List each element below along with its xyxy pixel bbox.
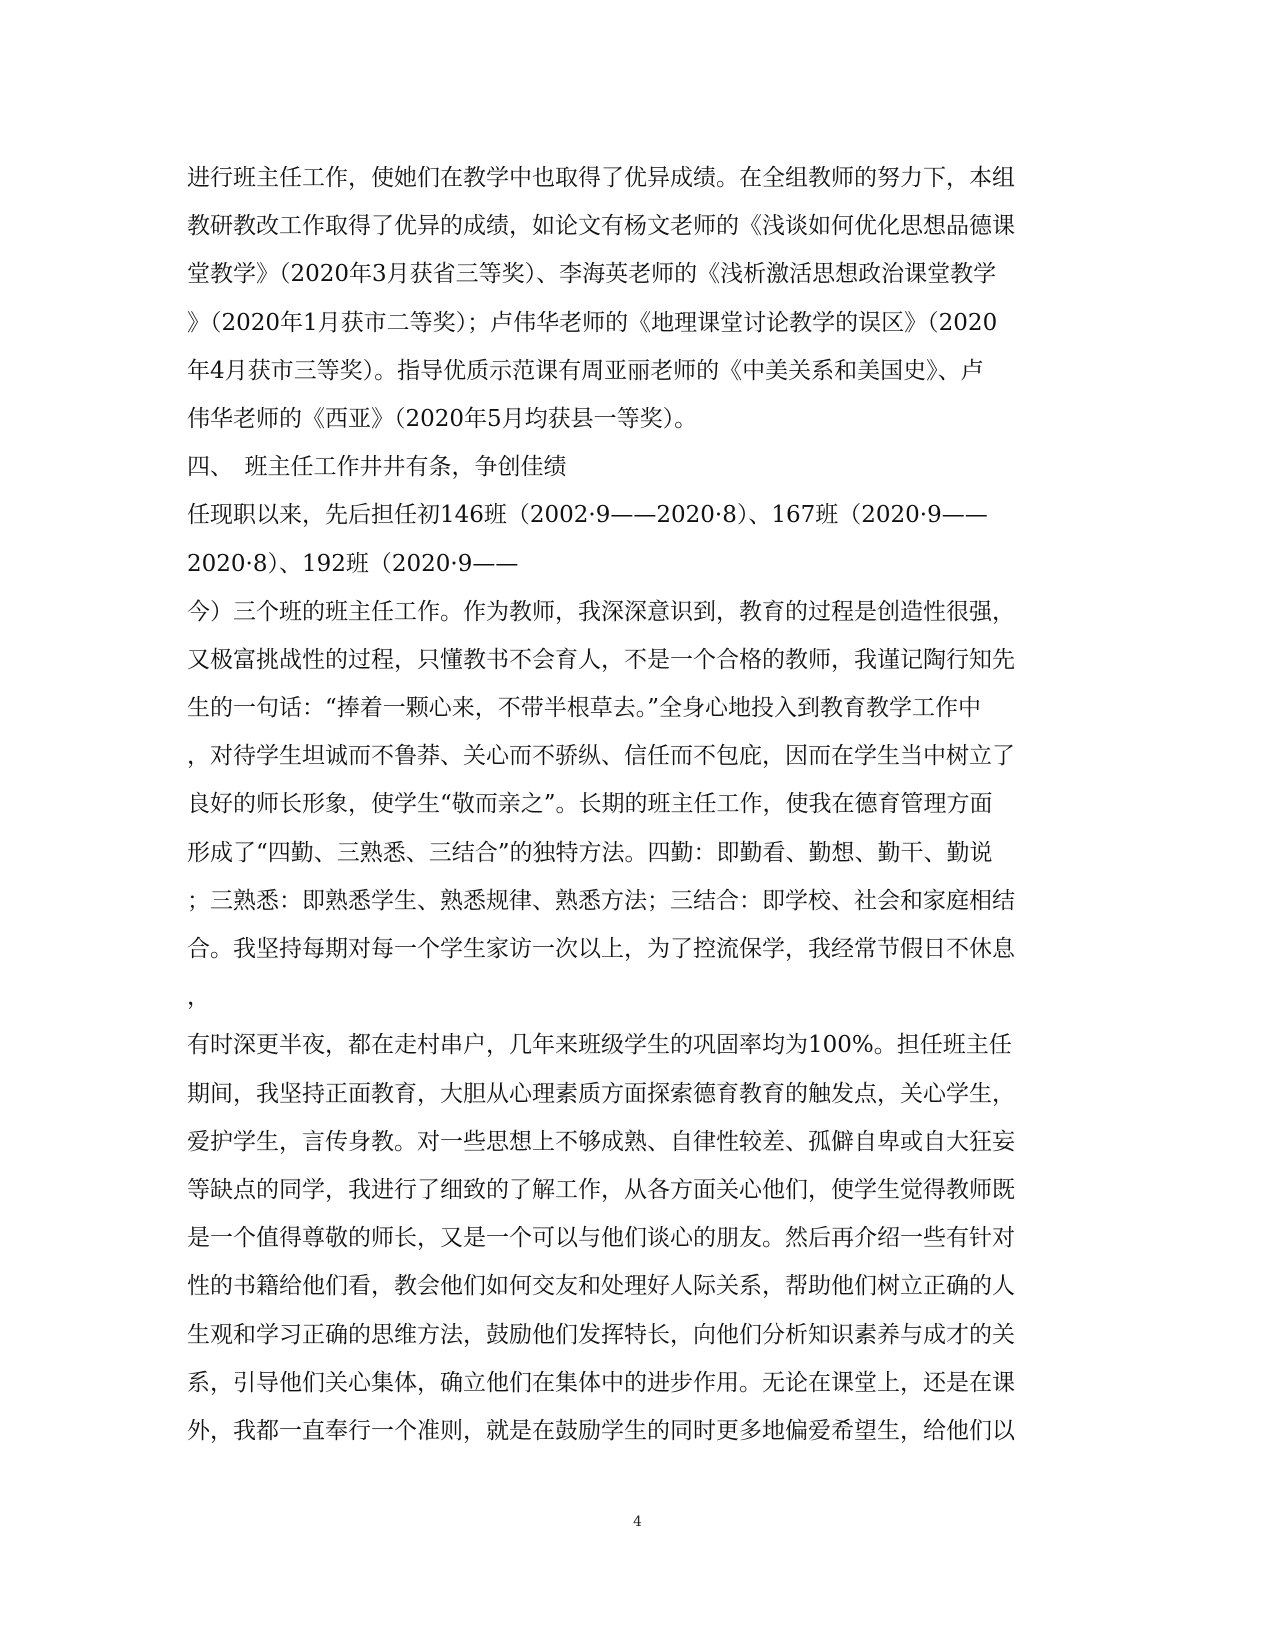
text-line: 伟华老师的《西亚》（2020年5月均获县一等奖）。 bbox=[187, 405, 698, 432]
text-line: 教研教改工作取得了优异的成绩，如论文有杨文老师的《浅谈如何优化思想品德课 bbox=[187, 213, 1015, 240]
text-line: 良好的师长形象，使学生“敬而亲之”。长期的班主任工作，使我在德育管理方面 bbox=[187, 791, 993, 818]
text-line: ，对待学生坦诚而不鲁莽、关心而不骄纵、信任而不包庇，因而在学生当中树立了 bbox=[187, 743, 1015, 770]
text-line: 任现职以来，先后担任初146班（2002·9——2020·8）、167班（2020·9—— bbox=[187, 502, 988, 529]
text-line: 进行班主任工作，使她们在教学中也取得了优异成绩。在全组教师的努力下，本组 bbox=[187, 165, 1015, 191]
page-number: 4 bbox=[633, 1514, 642, 1530]
text-line: 性的书籍给他们看，教会他们如何交友和处理好人际关系，帮助他们树立正确的人 bbox=[187, 1273, 1015, 1300]
text-line: ；三熟悉：即熟悉学生、熟悉规律、熟悉方法；三结合：即学校、社会和家庭相结 bbox=[187, 887, 1015, 914]
text-line: 有时深更半夜，都在走村串户，几年来班级学生的巩固率均为100%。担任班主任 bbox=[187, 1032, 1012, 1059]
text-line: 合。我坚持每期对每一个学生家访一次以上，为了控流保学，我经常节假日不休息 bbox=[187, 936, 1015, 962]
section-heading: 四、 班主任工作井井有条，争创佳绩 bbox=[187, 454, 567, 481]
text-line: 等缺点的同学，我进行了细致的了解工作，从各方面关心他们，使学生觉得教师既 bbox=[187, 1176, 1015, 1203]
text-line: 生观和学习正确的思维方法，鼓励他们发挥特长，向他们分析知识素养与成才的关 bbox=[187, 1321, 1015, 1348]
text-line: 是一个值得尊敬的师长，又是一个可以与他们谈心的朋友。然后再介绍一些有针对 bbox=[187, 1225, 1015, 1252]
body-text bbox=[187, 154, 1087, 1455]
text-line: 2020·8）、192班（2020·9—— bbox=[187, 550, 519, 577]
text-line: 年4月获市三等奖）。指导优质示范课有周亚丽老师的《中美关系和美国史》、卢 bbox=[187, 357, 984, 384]
text-line: 爱护学生，言传身教。对一些思想上不够成熟、自律性较差、孤僻自卑或自大狂妄 bbox=[187, 1128, 1015, 1155]
text-line: 堂教学》（2020年3月获省三等奖）、李海英老师的《浅析激活思想政治课堂教学 bbox=[187, 261, 997, 288]
text-line: 又极富挑战性的过程，只懂教书不会育人，不是一个合格的教师，我谨记陶行知先 bbox=[187, 646, 1015, 673]
text-line: 期间，我坚持正面教育，大胆从心理素质方面探索德育教育的触发点，关心学生， bbox=[187, 1080, 1015, 1107]
text-line: 今）三个班的班主任工作。作为教师，我深深意识到，教育的过程是创造性很强， bbox=[187, 598, 1015, 625]
text-line: 外，我都一直奉行一个准则，就是在鼓励学生的同时更多地偏爱希望生，给他们以 bbox=[187, 1417, 1015, 1444]
text-line: ， bbox=[187, 984, 210, 1011]
text-line: 生的一句话：“捧着一颗心来，不带半根草去。”全身心地投入到教育教学工作中 bbox=[187, 695, 982, 722]
text-line: 系，引导他们关心集体，确立他们在集体中的进步作用。无论在课堂上，还是在课 bbox=[187, 1369, 1015, 1396]
text-line: 》（2020年1月获市二等奖）；卢伟华老师的《地理课堂讨论教学的误区》（2020 bbox=[187, 309, 998, 336]
text-line: 形成了“四勤、三熟悉、三结合”的独特方法。四勤：即勤看、勤想、勤干、勤说 bbox=[187, 839, 993, 866]
